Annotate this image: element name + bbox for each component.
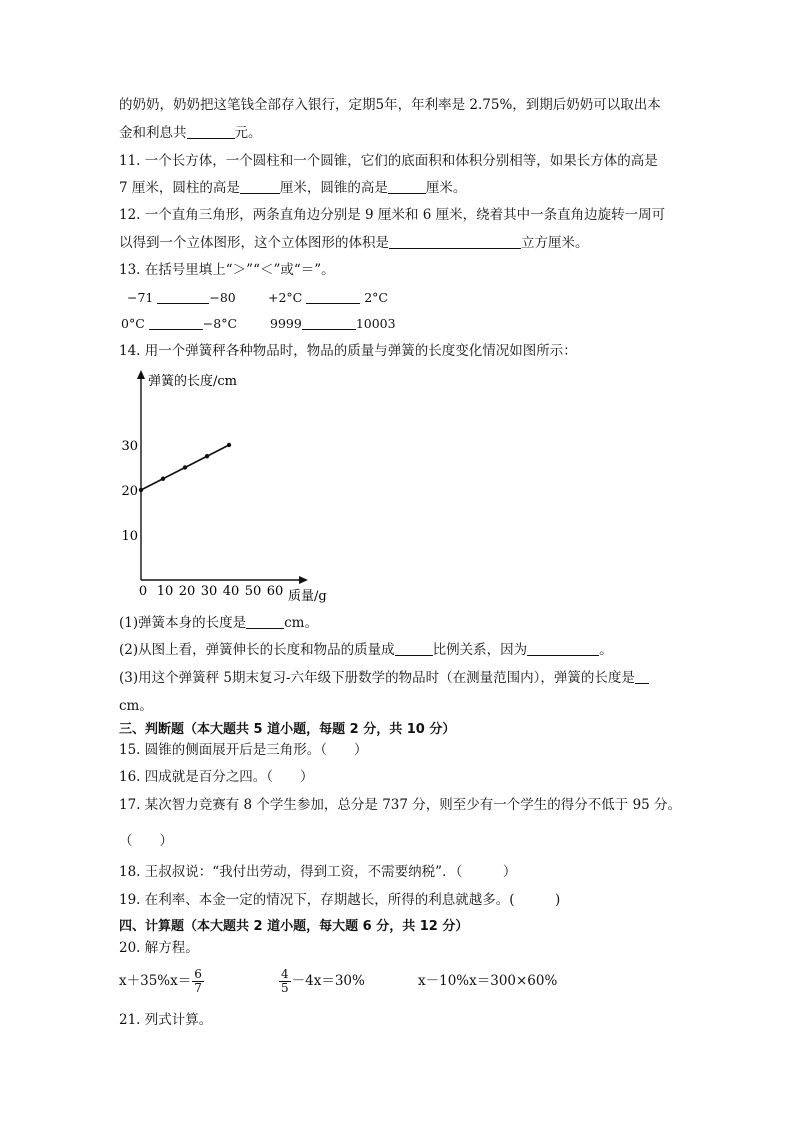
x-tick-label: 20: [178, 584, 196, 599]
comparison-item: +2°C 2°C: [268, 290, 389, 305]
answer-blank[interactable]: [157, 289, 209, 304]
x-tick-label: 30: [200, 584, 218, 599]
y-tick-label: 20: [121, 484, 138, 499]
y-tick-label: 10: [121, 529, 138, 544]
answer-blank[interactable]: [187, 124, 235, 139]
answer-blank[interactable]: [395, 641, 433, 656]
answer-blank[interactable]: [306, 289, 360, 304]
sub-question-2: (2)从图上看，弹簧伸长的长度和物品的质量成 比例关系，因为 。: [119, 642, 613, 658]
comparison-item: 9999 10003: [270, 316, 396, 331]
y-tick-label: 30: [121, 439, 138, 454]
answer-blank[interactable]: [149, 315, 203, 330]
x-axis-label: 质量/g: [288, 589, 327, 604]
answer-blank[interactable]: [302, 315, 356, 330]
text-line: 金和利息共 元。: [119, 125, 262, 141]
section-4-heading: 四、计算题（本大题共 2 道小题，每大题 6 分，共 12 分）: [119, 919, 469, 934]
question-11: 11. 一个长方体，一个圆柱和一个圆锥，它们的底面积和体积分别相等，如果长方体的高是: [119, 153, 658, 169]
chart-series: [139, 443, 231, 492]
equation-3: x－10%x＝300×60%: [418, 973, 558, 989]
fraction: $\frac{4}{5}$: [281, 967, 289, 995]
x-tick-labels: [139, 584, 283, 599]
answer-blank[interactable]: [389, 234, 521, 249]
x-tick-label: 50: [244, 584, 262, 599]
data-point: [205, 454, 209, 458]
question-17: 17. 某次智力竞赛有 8 个学生参加，总分是 737 分，则至少有一个学生的得分不低于 95 分。: [119, 797, 682, 813]
data-point: [183, 465, 187, 469]
section-3-heading: 三、判断题（本大题共 5 道小题，每题 2 分，共 10 分）: [119, 722, 456, 737]
x-tick-label: 0: [138, 584, 148, 599]
question-16: 16. 四成就是百分之四。（ ）: [119, 769, 314, 785]
question-13: 13. 在括号里填上“＞”“＜”或“＝”。: [119, 262, 335, 278]
text-line: 的奶奶，奶奶把这笔钱全部存入银行，定期5年，年利率是 2.75%，到期后奶奶可以取出本: [119, 97, 661, 113]
question-17-bracket: （ ）: [119, 833, 173, 849]
question-15: 15. 圆锥的侧面展开后是三角形。（ ）: [119, 742, 368, 758]
question-14: 14. 用一个弹簧秤各种物品时，物品的质量与弹簧的长度变化情况如图所示：: [119, 343, 577, 359]
answer-blank[interactable]: [527, 641, 599, 656]
x-tick-label: 40: [222, 584, 240, 599]
y-axis-arrow: [137, 370, 145, 379]
question-18: 18. 王叔叔说：“我付出劳动，得到工资，不需要纳税”．（ ）: [119, 864, 517, 880]
data-point: [227, 443, 231, 447]
answer-blank[interactable]: [388, 179, 426, 194]
question-12: 12. 一个直角三角形，两条直角边分别是 9 厘米和 6 厘米，绕着其中一条直角边旋转一周可: [119, 207, 666, 223]
equation-2: $\frac{4}{5}$ －4x＝30%: [281, 967, 365, 995]
question-19: 19. 在利率、本金一定的情况下，存期越长，所得的利息就越多。( ): [119, 892, 561, 908]
y-tick-labels: [121, 439, 138, 544]
answer-blank[interactable]: [246, 614, 284, 629]
question-11-line2: 7 厘米，圆柱的高是 厘米，圆锥的高是 厘米。: [119, 180, 467, 196]
fraction: $\frac{6}{7}$: [194, 967, 202, 995]
x-tick-label: 60: [266, 584, 284, 599]
comparison-item: 0°C −8°C: [121, 316, 238, 331]
answer-blank[interactable]: [240, 179, 280, 194]
data-point: [161, 477, 165, 481]
question-20: 20. 解方程。: [119, 940, 199, 956]
x-axis-arrow: [299, 576, 308, 584]
answer-blank[interactable]: [635, 669, 649, 684]
equation-1: x＋35%x＝ $\frac{6}{7}$: [119, 967, 202, 995]
sub-question-3: (3)用这个弹簧秤 5期末复习-六年级下册数学的物品时（在测量范围内），弹簧的长度是: [119, 669, 649, 687]
question-12-line2: 以得到一个立体图形，这个立体图形的体积是 立方厘米。: [119, 235, 589, 251]
sub-question-3-unit: cm。: [119, 698, 153, 714]
sub-question-1: (1)弹簧本身的长度是 cm。: [119, 615, 318, 631]
spring-length-chart: [112, 362, 352, 607]
y-axis-label: 弹簧的长度/cm: [148, 374, 237, 389]
comparison-item: −71 −80: [127, 290, 236, 305]
x-tick-label: 10: [156, 584, 174, 599]
data-point: [139, 488, 143, 492]
question-21: 21. 列式计算。: [119, 1012, 213, 1028]
